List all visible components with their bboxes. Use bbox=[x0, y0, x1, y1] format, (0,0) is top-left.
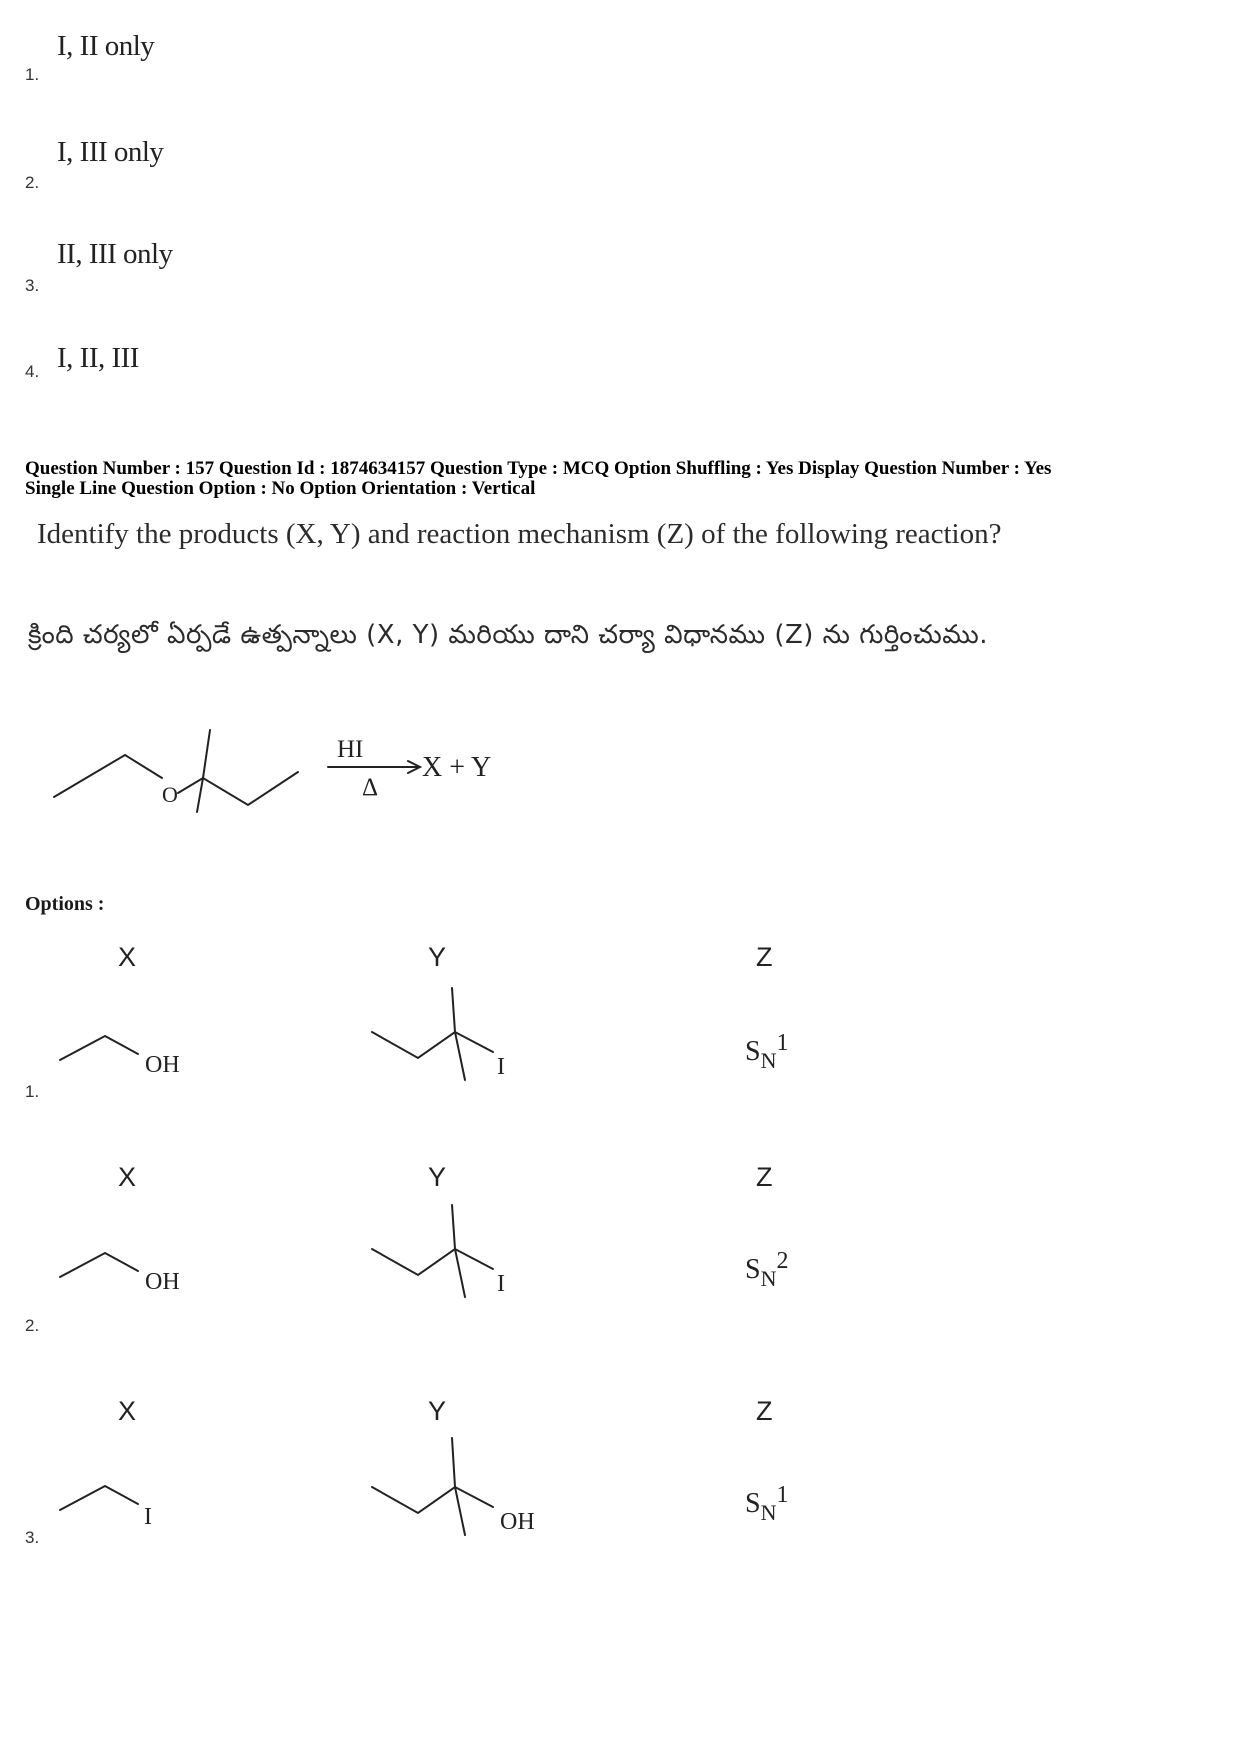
option-3-y-group: OH bbox=[500, 1509, 535, 1535]
option-3-x-structure bbox=[50, 1470, 180, 1530]
option-3-y-methyl-up bbox=[452, 1438, 455, 1487]
prev-option-4-text: I, II, III bbox=[57, 342, 139, 374]
option-1-y-methyl-up bbox=[452, 988, 455, 1032]
ether-structure bbox=[54, 730, 298, 812]
option-2-x-structure bbox=[50, 1237, 200, 1297]
option-3-mechanism bbox=[745, 1482, 788, 1526]
option-1-mech-n: N bbox=[760, 1048, 777, 1073]
reaction-scheme bbox=[40, 715, 492, 825]
option-2-y-methyl-up bbox=[452, 1205, 455, 1249]
option-3-y-header: Y bbox=[428, 1396, 447, 1426]
prev-option-3-text: II, III only bbox=[57, 238, 173, 270]
ether-oxygen-label: O bbox=[162, 782, 178, 807]
question-meta-line-1: Question Number : 157 Question Id : 1874634157 Question Type : MCQ Option Shuffling : Yes Display Question Number : Yes bbox=[25, 458, 1052, 479]
option-1-mech-order: 1 bbox=[776, 1030, 789, 1056]
option-1-mech-s: S bbox=[745, 1036, 761, 1067]
ether-methyl-up bbox=[203, 730, 210, 778]
option-2-x-header: X bbox=[118, 1162, 137, 1192]
option-2-y-header: Y bbox=[428, 1162, 447, 1192]
option-2-y-group: I bbox=[497, 1271, 505, 1297]
prev-option-3-number: 3. bbox=[25, 276, 40, 295]
option-3-number: 3. bbox=[25, 1528, 40, 1547]
option-1-y-methyl-down bbox=[455, 1032, 465, 1080]
option-2-y-structure bbox=[360, 1197, 540, 1307]
option-2-y-bonds bbox=[372, 1249, 493, 1275]
option-1-z-header: Z bbox=[756, 942, 773, 972]
option-2-mech-s: S bbox=[745, 1254, 761, 1285]
option-2-z-header: Z bbox=[756, 1162, 773, 1192]
products-label: X + Y bbox=[422, 752, 492, 783]
option-1-x-header: X bbox=[118, 942, 137, 972]
option-1-number: 1. bbox=[25, 1082, 40, 1101]
option-3-y-methyl-down bbox=[455, 1487, 465, 1535]
prev-option-2-text: I, III only bbox=[57, 136, 164, 168]
condition-label: Δ bbox=[362, 774, 379, 801]
option-3-y-bonds bbox=[372, 1487, 493, 1513]
prev-option-2-number: 2. bbox=[25, 173, 40, 192]
option-2-mech-order: 2 bbox=[776, 1248, 789, 1274]
option-3-x-group: I bbox=[144, 1504, 152, 1530]
prev-option-1-number: 1. bbox=[25, 65, 40, 84]
question-meta-line-2: Single Line Question Option : No Option Orientation : Vertical bbox=[25, 478, 536, 499]
question-text-telugu: క్రింది చర్యలో ఏర్పడే ఉత్పన్నాలు (X, Y) మరియు దాని చర్యా విధానము (Z) ను గుర్తించుము. bbox=[28, 620, 988, 650]
option-1-y-bonds bbox=[372, 1032, 493, 1058]
option-1-x-bonds bbox=[60, 1036, 138, 1060]
option-2-x-bonds bbox=[60, 1253, 138, 1277]
option-3-y-structure bbox=[360, 1430, 560, 1545]
reagent-label: HI bbox=[337, 736, 364, 763]
option-2-mechanism bbox=[745, 1248, 788, 1292]
option-1-y-structure bbox=[360, 980, 540, 1090]
option-3-mech-order: 1 bbox=[776, 1482, 789, 1508]
ether-methyl-down bbox=[197, 778, 203, 812]
option-3-mech-n: N bbox=[760, 1500, 777, 1525]
option-2-number: 2. bbox=[25, 1316, 40, 1335]
prev-option-1-text: I, II only bbox=[57, 30, 155, 62]
option-1-y-group: I bbox=[497, 1054, 505, 1080]
option-3-z-header: Z bbox=[756, 1396, 773, 1426]
option-3-x-header: X bbox=[118, 1396, 137, 1426]
option-1-mechanism bbox=[745, 1030, 788, 1074]
option-2-x-group: OH bbox=[145, 1269, 180, 1295]
option-2-y-methyl-down bbox=[455, 1249, 465, 1297]
options-label: Options : bbox=[25, 893, 105, 915]
option-1-y-header: Y bbox=[428, 942, 447, 972]
ether-bond-left bbox=[54, 755, 162, 797]
prev-option-4-number: 4. bbox=[25, 362, 40, 381]
option-2-mech-n: N bbox=[760, 1266, 777, 1291]
option-3-mech-s: S bbox=[745, 1488, 761, 1519]
option-1-x-group: OH bbox=[145, 1052, 180, 1078]
option-1-x-structure bbox=[50, 1020, 200, 1080]
ether-bond-right bbox=[178, 772, 298, 805]
option-3-x-bonds bbox=[60, 1486, 138, 1510]
question-text-english: Identify the products (X, Y) and reaction mechanism (Z) of the following reaction? bbox=[37, 518, 1002, 550]
